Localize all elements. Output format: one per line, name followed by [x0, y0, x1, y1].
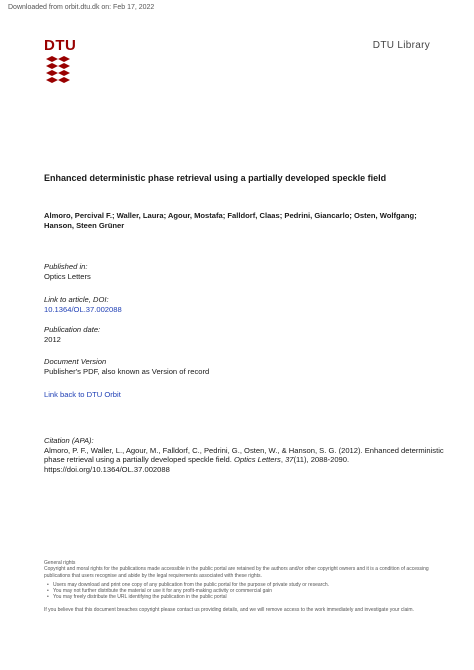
publication-date-label: Publication date:	[44, 325, 101, 334]
logo-text: DTU	[44, 37, 77, 54]
publication-date-value: 2012	[44, 334, 61, 344]
dtu-logo-icon	[44, 56, 72, 86]
citation-field	[44, 436, 444, 474]
citation-label: Citation (APA):	[44, 436, 94, 445]
document-title: Enhanced deterministic phase retrieval using a partially developed speckle field	[44, 173, 387, 183]
citation-text: Almoro, P. F., Waller, L., Agour, M., Falldorf, C., Pedrini, G., Osten, W., & Hanson, S. G. (2012). Enhanced deterministic phase retrieval using a partially developed speckle field. Optics Letters, 37(11), 2088-2090. https://doi.org/10.1364/OL.37.002088	[44, 445, 444, 474]
published-in-value: Optics Letters	[44, 271, 91, 281]
document-version-label: Document Version	[44, 357, 107, 366]
download-note: Downloaded from orbit.dtu.dk on: Feb 17, 2022	[8, 4, 155, 11]
citation-authors-title: Almoro, P. F., Waller, L., Agour, M., Falldorf, C., Pedrini, G., Osten, W., & Hanson, S. G. (2012). Enhanced deterministic phase retrieval using a partially developed speckle field.	[44, 445, 444, 464]
citation-volume: 37	[285, 455, 294, 464]
citation-url[interactable]: https://doi.org/10.1364/OL.37.002088	[44, 464, 170, 474]
authors: Almoro, Percival F.; Waller, Laura; Agour, Mostafa; Falldorf, Claas; Pedrini, Giancarlo; Osten, Wolfgang; Hanson, Steen Grüner	[44, 211, 417, 230]
doi-label: Link to article, DOI:	[44, 295, 109, 304]
published-in-field	[44, 262, 444, 281]
published-in-label: Published in:	[44, 262, 88, 271]
orbit-link[interactable]: Link back to DTU Orbit	[44, 390, 121, 399]
citation-pages: (11), 2088-2090.	[293, 455, 350, 464]
dtu-library-label: DTU Library	[372, 40, 430, 51]
list-item: • You may freely distribute the URL identifying the publication in the public portal	[53, 594, 444, 600]
doi-field	[44, 295, 444, 314]
list-item: • You may not further distribute the material or use it for any profit-making activity or commercial gain	[53, 588, 444, 594]
document-version-value: Publisher's PDF, also known as Version of record	[44, 366, 210, 376]
publication-date-field	[44, 325, 444, 344]
dtu-logo	[44, 37, 77, 86]
citation-journal: Optics Letters	[233, 455, 281, 464]
general-rights-heading: General rights	[44, 560, 76, 566]
list-item: • Users may download and print one copy of any publication from the public portal for the purpose of private study or research.	[53, 582, 444, 588]
general-rights-list	[44, 582, 444, 601]
document-version-field	[44, 357, 444, 376]
general-rights	[44, 560, 444, 613]
doi-link[interactable]: 10.1364/OL.37.002088	[44, 304, 122, 314]
takedown-notice: If you believe that this document breaches copyright please contact us providing details, and we will remove access to the work immediately and investigate your claim.	[44, 606, 414, 613]
general-rights-intro: Copyright and moral rights for the publications made accessible in the public portal are retained by the authors and/or other copyright owners and it is a condition of accessing publications that users recognise and abide by the legal requirements associated with these rights.	[44, 566, 429, 579]
